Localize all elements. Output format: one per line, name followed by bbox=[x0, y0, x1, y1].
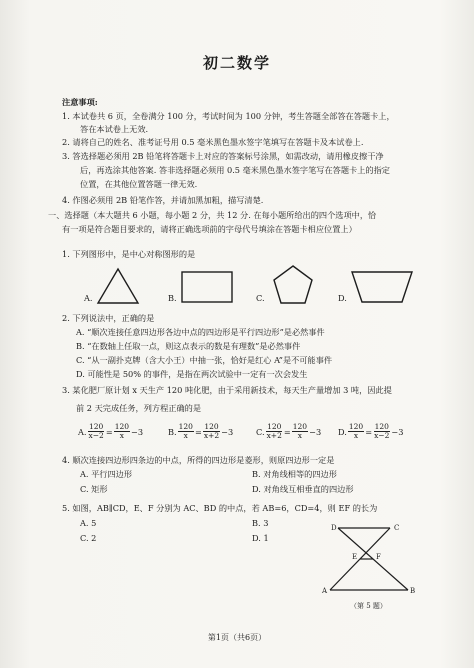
q2-option-c: C. “从一副扑克牌（含大小王）中抽一张，恰好是红心 A”是不可能事件 bbox=[76, 355, 333, 365]
q1-trapezoid-figure bbox=[350, 270, 414, 304]
notice-item-3: 3. 答选择题必须用 2B 铅笔将答题卡上对应的答案标号涂黑，如需改动，请用橡皮擦干净 bbox=[62, 151, 384, 161]
notice-item-3-cont2: 位置，在其他位置答题一律无效. bbox=[80, 179, 198, 189]
q3-option-label: A. bbox=[78, 426, 87, 437]
numerator: 120 bbox=[267, 422, 282, 431]
q3-line1: 3. 某化肥厂原计划 x 天生产 120 吨化肥，由于采用新技术，每天生产量增加 3 吨，因此提 bbox=[62, 385, 392, 395]
equation-tail: −3 bbox=[309, 426, 322, 437]
numerator: 120 bbox=[292, 422, 308, 431]
fraction bbox=[203, 423, 220, 440]
denominator: x bbox=[297, 431, 303, 440]
q5-figure-caption: （第 5 题） bbox=[350, 602, 387, 610]
denominator: x bbox=[183, 431, 188, 440]
numerator: 120 bbox=[178, 422, 193, 431]
q3-option-d bbox=[338, 423, 403, 440]
section1-line2: 有一项是符合题目要求的，请将正确选项前的字母代号填涂在答题卡相应位置上） bbox=[62, 224, 357, 234]
numerator: 120 bbox=[89, 422, 104, 431]
equation-tail: −3 bbox=[391, 426, 404, 437]
numerator: 120 bbox=[114, 422, 130, 431]
q1-label-d: D. bbox=[338, 293, 347, 303]
fraction bbox=[292, 423, 308, 440]
point-label-f: F bbox=[376, 553, 381, 561]
q2-option-d: D. 可能性是 50% 的事件，是指在两次试验中一定有一次会发生 bbox=[76, 369, 308, 379]
section1-line1: 一、选择题（本大题共 6 小题，每小题 2 分，共 12 分. 在每小题所给出的四个选项中，恰 bbox=[48, 210, 377, 220]
q4-option-a: A. 平行四边形 bbox=[80, 469, 133, 479]
numerator: 120 bbox=[204, 422, 219, 431]
q4-option-c: C. 矩形 bbox=[80, 484, 108, 494]
q5-option-d: D. 1 bbox=[252, 533, 269, 543]
q4-option-d: D. 对角线互相垂直的四边形 bbox=[252, 484, 354, 494]
denominator: x−2 bbox=[374, 431, 390, 440]
equals-sign: = bbox=[365, 426, 373, 437]
denominator: x−2 bbox=[88, 431, 104, 440]
fraction bbox=[114, 423, 130, 440]
point-label-a: A bbox=[322, 587, 328, 595]
q5-stem: 5. 如图，AB∥CD，E、F 分别为 AC、BD 的中点，若 AB=6，CD=4，则 EF 的长为 bbox=[62, 503, 378, 513]
q3-option-b bbox=[168, 423, 233, 440]
fraction bbox=[178, 423, 194, 440]
point-label-e: E bbox=[352, 553, 358, 561]
notice-item-1: 1. 本试卷共 6 页，全卷满分 100 分，考试时间为 100 分钟，考生答题全部答在答题卡上， bbox=[62, 111, 395, 121]
q4-stem: 4. 顺次连接四边形四条边的中点，所得的四边形是菱形，则原四边形一定是 bbox=[62, 455, 335, 465]
notice-item-2: 2. 请将自己的姓名、准考证号用 0.5 毫米黑色墨水签字笔填写在答题卡及本试卷上. bbox=[62, 137, 364, 147]
q1-pentagon-figure bbox=[272, 264, 314, 306]
q5-option-a: A. 5 bbox=[80, 518, 97, 528]
q3-option-c bbox=[256, 423, 321, 440]
page-title: 初二数学 bbox=[202, 54, 271, 72]
notice-item-1-cont: 答在本试卷上无效. bbox=[80, 124, 149, 134]
notice-item-3-cont: 后，再选涂其他答案. 答非选择题必须用 0.5 毫米黑色墨水签字笔写在答题卡上的指定 bbox=[80, 165, 390, 175]
q5-geometry-figure bbox=[322, 522, 422, 598]
point-label-b: B bbox=[410, 587, 416, 595]
q3-option-label: B. bbox=[168, 426, 177, 437]
point-label-d: D bbox=[331, 524, 337, 532]
q1-label-c: C. bbox=[256, 293, 265, 303]
q3-option-label: C. bbox=[256, 426, 265, 437]
page-footer: 第1页（共6页） bbox=[207, 633, 267, 642]
denominator: x bbox=[119, 431, 124, 440]
notice-heading: 注意事项: bbox=[62, 97, 98, 107]
denominator: x+2 bbox=[266, 431, 282, 440]
numerator: 120 bbox=[348, 422, 364, 431]
q5-option-c: C. 2 bbox=[80, 533, 97, 543]
q3-line2: 前 2 天完成任务，列方程正确的是 bbox=[76, 403, 202, 413]
q2-stem: 2. 下列说法中，正确的是 bbox=[62, 313, 155, 323]
denominator: x+2 bbox=[203, 431, 220, 440]
q1-label-a: A. bbox=[84, 293, 93, 303]
fraction bbox=[88, 423, 105, 440]
fraction bbox=[266, 423, 283, 440]
denominator: x bbox=[353, 431, 359, 440]
equals-sign: = bbox=[283, 426, 291, 437]
point-label-c: C bbox=[394, 524, 400, 532]
equation-tail: −3 bbox=[221, 426, 234, 437]
q1-label-b: B. bbox=[168, 293, 177, 303]
q1-triangle-figure bbox=[96, 267, 140, 305]
q5-option-b: B. 3 bbox=[252, 518, 269, 528]
equation-tail: −3 bbox=[131, 426, 144, 437]
equals-sign: = bbox=[105, 426, 113, 437]
q3-option-label: D. bbox=[338, 426, 347, 437]
q3-option-a bbox=[78, 423, 143, 440]
equals-sign: = bbox=[194, 426, 202, 437]
numerator: 120 bbox=[374, 422, 389, 431]
q4-option-b: B. 对角线相等的四边形 bbox=[252, 469, 337, 479]
q1-stem: 1. 下列图形中，是中心对称图形的是 bbox=[62, 249, 196, 259]
notice-item-4: 4. 作图必须用 2B 铅笔作答，并请加黑加粗，描写清楚. bbox=[62, 195, 264, 205]
q2-option-a: A. “顺次连接任意四边形各边中点的四边形是平行四边形”是必然事件 bbox=[76, 327, 325, 337]
fraction bbox=[373, 423, 390, 440]
q1-rectangle-figure bbox=[180, 270, 234, 304]
q2-option-b: B. “在数轴上任取一点，则这点表示的数是有理数”是必然事件 bbox=[76, 341, 301, 351]
fraction bbox=[348, 423, 364, 440]
